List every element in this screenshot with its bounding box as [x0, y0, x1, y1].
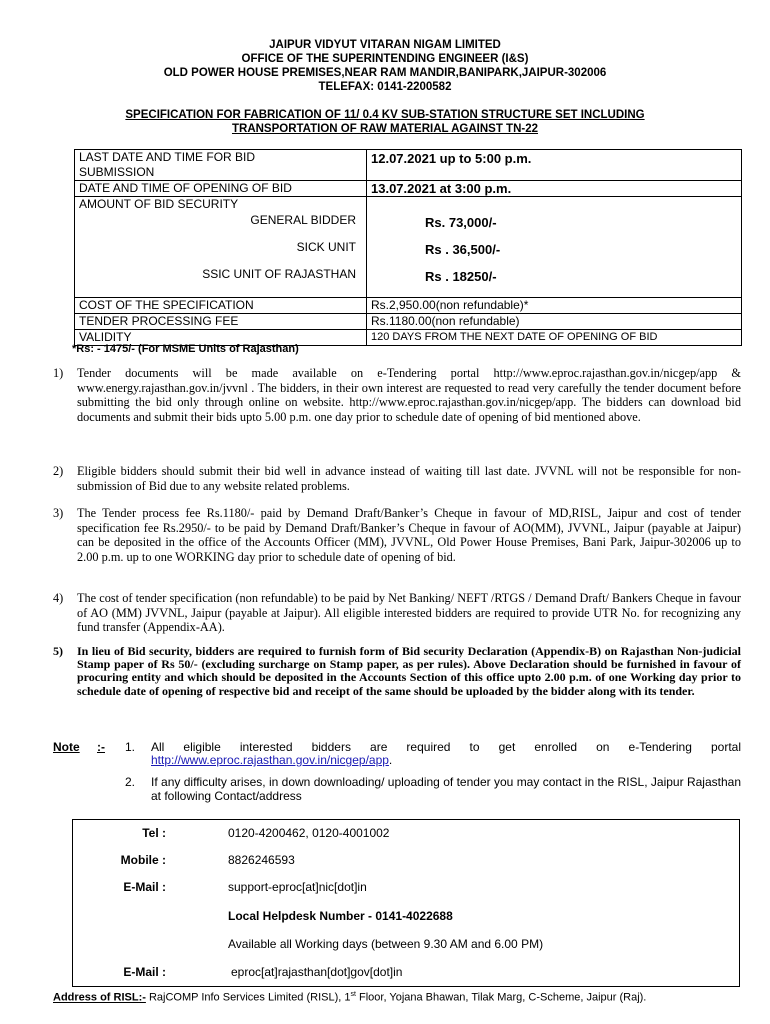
paragraph-2: Eligible bidders should submit their bid well in advance instead of waiting till last date. JVVNL will not be responsible for non-submission of Bid due to any website related problems.	[77, 464, 741, 493]
table-row	[75, 150, 742, 181]
note-item-2-text: If any difficulty arises, in down downloading/ uploading of tender you may contact in the RISL, Jaipur Rajasthan at following Contact/address	[151, 775, 741, 803]
list-item: 1) Tender documents will be made available on e-Tendering portal http://www.eproc.rajasthan.gov.in/nicgep/app & www.energy.rajasthan.gov.in/jvvnl . The bidders, in their own interest are requested to read very carefully the tender document before submitting the bid only through online on website. http://www.eproc.rajasthan.gov.in/nicgep/app. The bidders can download bid documents and submit their bids upto 5.00 p.m. one day prior to schedule date of opening of bid mentioned above.	[53, 366, 741, 424]
table-row	[75, 197, 742, 298]
list-item: 4) The cost of tender specification (non refundable) to be paid by Net Banking/ NEFT /RTGS / Demand Draft/ Bankers Cheque in favour of AO (MM) JVVNL, Jaipur (payable at Jaipur). All eligible interested bidders are required to provide UTR No. for recognizing any fund transfer (Appendix-AA).	[53, 591, 741, 635]
email-value: support-eproc[at]nic[dot]in	[228, 880, 367, 894]
office-name: OFFICE OF THE SUPERINTENDING ENGINEER (I&S)	[241, 53, 529, 65]
email2-label: E-Mail :	[123, 965, 166, 979]
last-date-label: LAST DATE AND TIME FOR BID SUBMISSION	[75, 150, 367, 181]
office-address: OLD POWER HOUSE PREMISES,NEAR RAM MANDIR,BANIPARK,JAIPUR-302006	[163, 67, 607, 79]
security-label-cell	[75, 197, 367, 298]
general-bidder-value: Rs. 73,000/-	[425, 215, 497, 230]
paragraph-3: The Tender process fee Rs.1180/- paid by Demand Draft/Banker’s Cheque in favour of MD,RISL, Jaipur and cost of tender specification fee Rs.2950/- to be paid by Demand Draft/Banker’s Cheque in favour of AO(MM), JVVNL, Jaipur (payable at Jaipur) can be deposited in the office of the Accounts Officer (MM), JVVNL, Old Power House Premises, Bani Park, Jaipur-302006 up to 2.00 p.m. up to one WORKING day prior to schedule date of opening of bid.	[77, 506, 741, 564]
list-item: 2) Eligible bidders should submit their bid well in advance instead of waiting till last date. JVVNL will not be responsible for non-submission of Bid due to any website related problems.	[53, 464, 741, 493]
sick-unit-label: SICK UNIT	[296, 240, 356, 254]
email-label: E-Mail :	[123, 880, 166, 894]
security-label: AMOUNT OF BID SECURITY	[79, 197, 239, 211]
msme-note: *Rs: - 1475/- (For MSME Units of Rajasthan)	[72, 343, 299, 355]
email2-value: eproc[at]rajasthan[dot]gov[dot]in	[231, 965, 403, 979]
paragraph-1: Tender documents will be made available on e-Tendering portal http://www.eproc.rajasthan.gov.in/nicgep/app & www.energy.rajasthan.gov.in/jvvnl . The bidders, in their own interest are requested to read very carefully the tender document before submitting the bid only through online on website. http://www.eproc.rajasthan.gov.in/nicgep/app. The bidders can download bid documents and submit their bids upto 5.00 p.m. one day prior to schedule date of opening of bid mentioned above.	[77, 366, 741, 424]
table-row	[75, 181, 742, 197]
note-item-2-num: 2.	[125, 775, 136, 789]
note-item-1-text: All eligible interested bidders are required to get enrolled on e-Tendering portal	[151, 740, 741, 754]
cost-label: COST OF THE SPECIFICATION	[75, 298, 367, 314]
sick-unit-value: Rs . 36,500/-	[425, 242, 501, 257]
paragraph-5: In lieu of Bid security, bidders are required to furnish form of Bid security Declaration (Appendix-B) on Rajasthan Non-judicial Stamp paper of Rs 50/- (excluding surcharge on Stamp paper, as per rules). Above Declaration should be furnished in favour of procuring entity and which should be deposited in the Accounts Section of this office upto 2.00 p.m. of one Working day prior to schedule date of opening of respective bid and receipt of the same should be uploaded by the bidder along with its tender.	[77, 644, 741, 698]
table-row	[75, 314, 742, 330]
fee-label: TENDER PROCESSING FEE	[75, 314, 367, 330]
tel-label: Tel :	[142, 826, 166, 840]
note-separator: :-	[97, 740, 105, 754]
availability-text: Available all Working days (between 9.30 AM and 6.00 PM)	[228, 937, 544, 951]
opening-label: DATE AND TIME OF OPENING OF BID	[75, 181, 367, 197]
security-value-cell	[367, 197, 742, 298]
risl-address: Address of RISL:- RajCOMP Info Services Limited (RISL), 1st Floor, Yojana Bhawan, Tilak Marg, C-Scheme, Jaipur (Raj).	[53, 991, 647, 1004]
spec-title-line2: TRANSPORTATION OF RAW MATERIAL AGAINST TN-22	[231, 123, 539, 135]
validity-value: 120 DAYS FROM THE NEXT DATE OF OPENING OF BID	[367, 330, 742, 346]
bid-details-table	[74, 149, 742, 346]
last-date-value: 12.07.2021 up to 5:00 p.m.	[367, 150, 742, 181]
spec-title-line1: SPECIFICATION FOR FABRICATION OF 11/ 0.4 KV SUB-STATION STRUCTURE SET INCLUDING	[125, 109, 645, 121]
table-row	[75, 298, 742, 314]
risl-contact-box	[72, 819, 740, 987]
telefax: TELEFAX: 0141-2200582	[318, 81, 452, 93]
validity-label: VALIDITY	[75, 330, 367, 346]
list-item: 3) The Tender process fee Rs.1180/- paid by Demand Draft/Banker’s Cheque in favour of MD,RISL, Jaipur and cost of tender specification fee Rs.2950/- to be paid by Demand Draft/Banker’s Cheque in favour of AO(MM), JVVNL, Jaipur (payable at Jaipur) can be deposited in the office of the Accounts Officer (MM), JVVNL, Old Power House Premises, Bani Park, Jaipur-302006 up to 2.00 p.m. up to one WORKING day prior to schedule date of opening of bid.	[53, 506, 741, 564]
address-label: Address of RISL:-	[53, 991, 146, 1004]
note-label: Note	[53, 740, 80, 754]
paragraph-4: The cost of tender specification (non refundable) to be paid by Net Banking/ NEFT /RTGS / Demand Draft/ Bankers Cheque in favour of AO (MM) JVVNL, Jaipur (payable at Jaipur). All eligible interested bidders are required to provide UTR No. for recognizing any fund transfer (Appendix-AA).	[77, 591, 741, 635]
fee-value: Rs.1180.00(non refundable)	[367, 314, 742, 330]
tel-value: 0120-4200462, 0120-4001002	[228, 826, 390, 840]
cost-value: Rs.2,950.00(non refundable)*	[367, 298, 742, 314]
ssic-unit-label: SSIC UNIT OF RAJASTHAN	[202, 267, 356, 281]
mobile-label: Mobile :	[120, 853, 166, 867]
helpdesk-number: Local Helpdesk Number - 0141-4022688	[228, 909, 453, 923]
general-bidder-label: GENERAL BIDDER	[250, 213, 356, 227]
opening-value: 13.07.2021 at 3:00 p.m.	[367, 181, 742, 197]
org-name: JAIPUR VIDYUT VITARAN NIGAM LIMITED	[269, 39, 501, 51]
mobile-value: 8826246593	[228, 853, 295, 867]
eproc-portal-link[interactable]: http://www.eproc.rajasthan.gov.in/nicgep/app	[151, 753, 389, 767]
note-item-1-num: 1.	[125, 740, 136, 754]
note-item-1-link-line: http://www.eproc.rajasthan.gov.in/nicgep/app.	[151, 753, 393, 767]
ssic-unit-value: Rs . 18250/-	[425, 269, 497, 284]
list-item: 5) In lieu of Bid security, bidders are required to furnish form of Bid security Declaration (Appendix-B) on Rajasthan Non-judicial Stamp paper of Rs 50/- (excluding surcharge on Stamp paper, as per rules). Above Declaration should be furnished in favour of procuring entity and which should be deposited in the Accounts Section of this office upto 2.00 p.m. of one Working day prior to schedule date of opening of respective bid and receipt of the same should be uploaded by the bidder along with its tender.	[53, 644, 741, 698]
